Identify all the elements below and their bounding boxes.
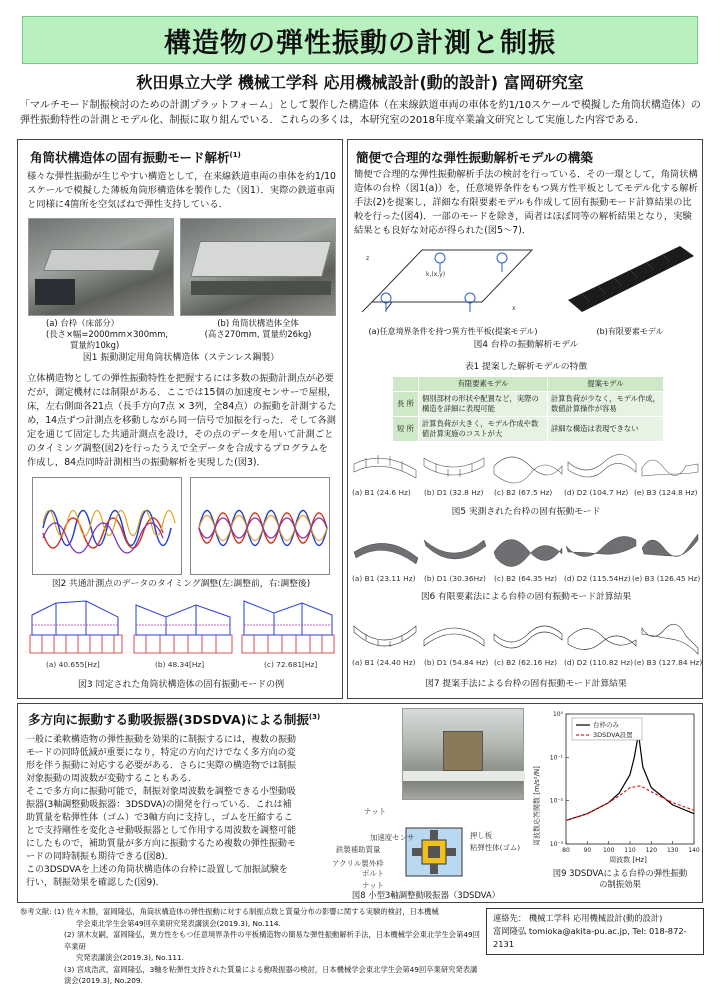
fig4a-caption: (a)任意境界条件を持つ異方性平板(提案モデル) (368, 327, 538, 336)
fig9-chart-svg (530, 706, 700, 864)
fig3-mode-shapes (26, 595, 338, 665)
poster-title: 構造物の弾性振動の計測と制振 (164, 27, 556, 59)
svg-text:z: z (366, 255, 370, 262)
fig5-label-a: (a) B1 (24.6 Hz) (352, 488, 411, 497)
fig2-plot-after (190, 477, 330, 575)
figure-3-caption: 図3 同定された角筒状構造体の固有振動モードの例 (77, 680, 285, 690)
fig9-xlabel: 周波数 [Hz] (609, 856, 647, 864)
section-2-para-1: 簡便で合理的な弾性振動解析手法の検討を行っている．その一環として，角筒状構造体の台枠（図1(a)）を，任意境界条件をもつ異方性平板としてモデル化する解析手法(2)を提案し，詳細な有限要素モデルも作成して固有振動モード計算結果の比較を行った(図4)．一部のモードを除き，両者はほぼ同等の解析結果となり，実験結果とも良好な対応が得られた(図5～7)． (354, 169, 698, 236)
fig9-y-tick-label: 10⁻³ (549, 841, 563, 848)
table-cell: 長 所 (393, 392, 419, 417)
fig9-ylabel: 周波数応答関数 [m/s²/N] (533, 766, 541, 846)
fig9-y-tick-label: 10⁻² (549, 797, 563, 805)
fig8-photo (402, 708, 524, 800)
fig6-label-a: (a) B1 (23.11 Hz) (352, 574, 416, 583)
section-3-heading-text: 多方向に振動する動吸振器(3DSDVA)による制振 (28, 712, 309, 727)
figure-5-caption: 図5 実測された台枠の固有振動モード (451, 507, 601, 517)
fig8-label-nut-top: ナット (364, 807, 387, 816)
section-3-para-1: 一般に柔軟構造物の弾性振動を効果的に制振するには，複数の振動モードの同時低減が重要になり，特定の方向だけでなく多方向の変形を伴う振動に対応する必要がある．さらに実際の構造物では制振対象振動の周波数が変動することもある． (26, 735, 297, 784)
reference-3: (3) 宮成浩武，富岡隆弘，3軸を粘弾性支持された質量による動吸振器の検討，日本機械学会東北学生会第49回卒業研究発表講演会(2019.3), No.209. (64, 964, 478, 985)
fig9-legend-label: 3DSDVA設置 (593, 731, 633, 739)
fig8-label-nut-bottom: ナット (362, 881, 385, 890)
table-cell: 短 所 (393, 417, 419, 442)
contact-line-1: 連絡先： 機械工学科 応用機械設計(動的設計) (493, 913, 663, 923)
photo-box-structure (180, 218, 336, 316)
figure-8-caption: 図8 小型3軸調整動吸振器（3DSDVA） (351, 890, 501, 900)
section-3-ref-mark: (3) (308, 712, 321, 721)
fig8-label-mass: 鉄製補助質量 (336, 845, 381, 854)
table-row (393, 417, 664, 442)
photo-a-caption (28, 318, 174, 351)
fig3-mode-drawings (26, 595, 338, 665)
fig9-legend-label: 台枠のみ (593, 721, 619, 729)
fig2-before-waves (33, 478, 183, 576)
table-row (393, 392, 664, 417)
fig6-label-d: (d) D2 (115.54Hz) (564, 574, 631, 583)
fig8-label-plate: 押し板 (470, 831, 493, 840)
table-cell: 個別部材の形状や配置など，実際の構造を詳細に表現可能 (419, 392, 548, 417)
fig9-x-tick-label: 120 (645, 847, 658, 854)
fig4a-plate-diagram (352, 240, 552, 322)
figure-4-caption: 図4 台枠の振動解析モデル (473, 340, 579, 350)
fig9-x-tick-label: 90 (583, 847, 592, 854)
table-header-blank (393, 377, 419, 392)
fig9-y-tick-label: 10⁰ (552, 711, 563, 718)
fig3-mode-a-label: (a) 40.655[Hz] (46, 660, 100, 669)
fig7-label-e: (e) B3 (127.84 Hz) (634, 658, 703, 667)
fig4b-fe-model (562, 240, 698, 320)
fig8-label-rubber: 粘弾性体(ゴム) (470, 843, 521, 852)
figure-9-caption-1: 図9 3DSDVAによる台枠の弾性振動 (552, 868, 688, 878)
table-cell: 計算負荷が少なく，モデル作成，数値計算操作が容易 (547, 392, 663, 417)
fig4a-plate-svg (352, 240, 552, 322)
figure-1-caption: 図1 振動測定用角筒状構造体（ステンレス鋼製） (82, 353, 280, 363)
intro-paragraph: 「マルチモード制振検討のための計測プラットフォーム」として製作した構造体（在来線鉄道車両の車体を約1/10スケールで模擬した角筒状構造体）の弾性振動特性の計測とモデル化、制振に取り組んでいる．これらの多くは，本研究室の2018年度卒業論文研究として実施した内容である． (20, 100, 701, 126)
photo-floor-frame (28, 218, 174, 316)
figure-9-caption (536, 868, 704, 890)
fig9-y-tick-label: 10⁻¹ (549, 754, 563, 762)
section-3-text (26, 734, 296, 890)
fig9-x-tick-label: 110 (624, 847, 636, 854)
section-1-para-1: 様々な弾性振動が生じやすい構造として，在来線鉄道車両の車体を約1/10スケールで模擬した薄板角筒形構造体を製作した（図1）．実際の鉄道車両と同様に4箇所を空気ばねで弾性支持している． (27, 171, 336, 210)
reference-1b: 学会東北学生会第49回卒業研究発表講演会(2019.3), No.114. (76, 918, 281, 928)
fig7-mode-shapes (352, 614, 702, 658)
fig8-label-accel: 加速度センサ (370, 833, 415, 842)
reference-2a: (2) 須木友嗣，富岡隆弘，異方性をもつ任意境界条件の平板構造物の簡易な弾性振動解析手法，日本機械学会東北学生会第49回卒業研 (64, 930, 480, 951)
fig4b-caption: (b)有限要素モデル (596, 327, 664, 336)
poster-subtitle: 秋田県立大学 機械工学科 応用機械設計(動的設計) 富岡研究室 (136, 73, 584, 92)
fig7-label-c: (c) B2 (62.16 Hz) (494, 658, 558, 667)
fig5-label-c: (c) B2 (67.5 Hz) (494, 488, 553, 497)
fig9-x-tick-label: 140 (688, 847, 700, 854)
figure-6-caption: 図6 有限要素法による台枠の固有振動モード計算結果 (420, 592, 632, 602)
fig5-label-d: (d) D2 (104.7 Hz) (564, 488, 629, 497)
fig9-x-tick-label: 100 (602, 847, 615, 854)
table-header-proposed: 提案モデル (547, 377, 663, 392)
table-cell: 計算負荷が大きく，モデル作成や数値計算実施のコストが大 (419, 417, 548, 442)
section-3-para-2: そこで多方向に振動可能で，制振対象周波数を調整できる小型動吸振器(3軸調整動吸振器：3DSDVA)の開発を行っている．これは補助質量を粘弾性体（ゴム）で3軸方向に支持し，ゴムを圧縮することで支持剛性を変化させ動吸振器として作用する周波数を調整可能にしたもので，補助質量が多方向に振動するため複数の弾性振動モードの同時制振も期待できる(図8)． (26, 787, 297, 862)
references (20, 906, 480, 987)
fig8-label-bolt: ボルト (362, 869, 385, 878)
table-1-title: 表1 提案した解析モデルの特徴 (464, 362, 588, 372)
section-1-heading (30, 148, 241, 166)
reference-2b: 究発表講演会(2019.3), No.111. (76, 953, 185, 962)
section-2-panel (347, 139, 703, 699)
reference-1a: 参考文献: (1) 佐々木勝，富岡隆弘，角筒状構造体の弾性振動に対する制振点数と質量分布の影響に関する実験的検討，日本機械 (20, 907, 439, 916)
section-1-ref-mark: (1) (229, 150, 241, 159)
figure-9-caption-2: の制振効果 (599, 879, 641, 889)
table-cell: 詳細な構造は表現できない (547, 417, 663, 442)
table-1 (392, 376, 664, 442)
contact-box (486, 908, 704, 955)
section-3-panel (17, 703, 703, 903)
svg-text:x: x (512, 305, 516, 312)
fig6-label-b: (b) D1 (30.36Hz) (424, 574, 486, 583)
fig8-schematic (400, 822, 468, 882)
section-2-heading: 簡便で合理的な弾性振動解析モデルの構築 (356, 150, 593, 165)
fig7-label-b: (b) D1 (54.84 Hz) (424, 658, 489, 667)
fig5-label-b: (b) D1 (32.8 Hz) (424, 488, 484, 497)
photo-b-caption-2: (高さ270mm, 質量約26kg) (204, 329, 312, 339)
photo-b-caption (180, 318, 336, 340)
fig8-label-frame: アクリル製外枠 (332, 859, 384, 868)
contact-line-2: 富岡隆弘 tomioka@akita-pu.ac.jp, Tel: 018-872-2131 (493, 926, 687, 949)
fig5-mode-shapes (352, 444, 702, 488)
table-1-grid (392, 376, 664, 442)
svg-text:k,(x,y): k,(x,y) (426, 271, 446, 278)
fig6-mode-shapes (352, 526, 702, 574)
photo-b-caption-1: (b) 角筒状構造体全体 (217, 318, 299, 328)
photo-a-caption-2: (長さ×幅=2000mm×300mm, (46, 329, 169, 339)
fig5-label-e: (e) B3 (124.8 Hz) (634, 488, 698, 497)
section-3-para-3: この3DSDVAを上述の角筒状構造体の台枠に設置して加振試験を行い，制振効果を確認した(図9)． (26, 865, 288, 888)
fig3-mode-b-label: (b) 48.34[Hz] (155, 660, 205, 669)
fig6-label-c: (c) B2 (64.35 Hz) (494, 574, 558, 583)
table-header-fe: 有限要素モデル (419, 377, 548, 392)
fig9-x-tick-label: 130 (666, 847, 679, 854)
fig2-after-waves (191, 478, 331, 576)
fig3-mode-c-label: (c) 72.681[Hz] (264, 660, 318, 669)
fig2-plot-before (32, 477, 182, 575)
fig9-chart (530, 706, 700, 864)
photo-a-caption-1: (a) 台枠（床部分） (46, 318, 119, 328)
section-1-heading-text: 角筒状構造体の固有振動モード解析 (30, 150, 230, 165)
figure-7-caption: 図7 提案手法による台枠の固有振動モード計算結果 (425, 679, 627, 689)
section-3-heading (28, 710, 320, 728)
section-1-para-2: 立体構造物としての弾性振動特性を把握するには多数の振動計測点が必要だが，測定機材には制限がある．ここでは15個の加速度センサーで屋根，床，左右側面各21点（長手方向7点 × 3列，全84点）の振動を計測するため，14点ずつ計測点を移動しながら同一信号で加振を行った．そして各測定を通じて固定した共通計測点を設け，その点のデータを用いて計測ごとのタイミング調整(図2)を行ったうえで全データを合成するプログラムを作成し，84点同時計測相当の振動解析を実現した(図3)． (27, 373, 337, 468)
fig4b-fe-svg (562, 240, 698, 320)
poster-title-box (22, 16, 698, 64)
fig7-label-a: (a) B1 (24.40 Hz) (352, 658, 416, 667)
fig6-label-e: (e) B3 (126.45 Hz) (632, 574, 701, 583)
figure-2-caption: 図2 共通計測点のデータのタイミング調整(左:調整前，右:調整後) (51, 579, 311, 589)
fig7-label-d: (d) D2 (110.82 Hz) (564, 658, 633, 667)
section-1-panel (17, 139, 343, 699)
photo-a-caption-3: 質量約10kg) (70, 340, 120, 350)
fig9-x-tick-label: 80 (562, 847, 570, 854)
